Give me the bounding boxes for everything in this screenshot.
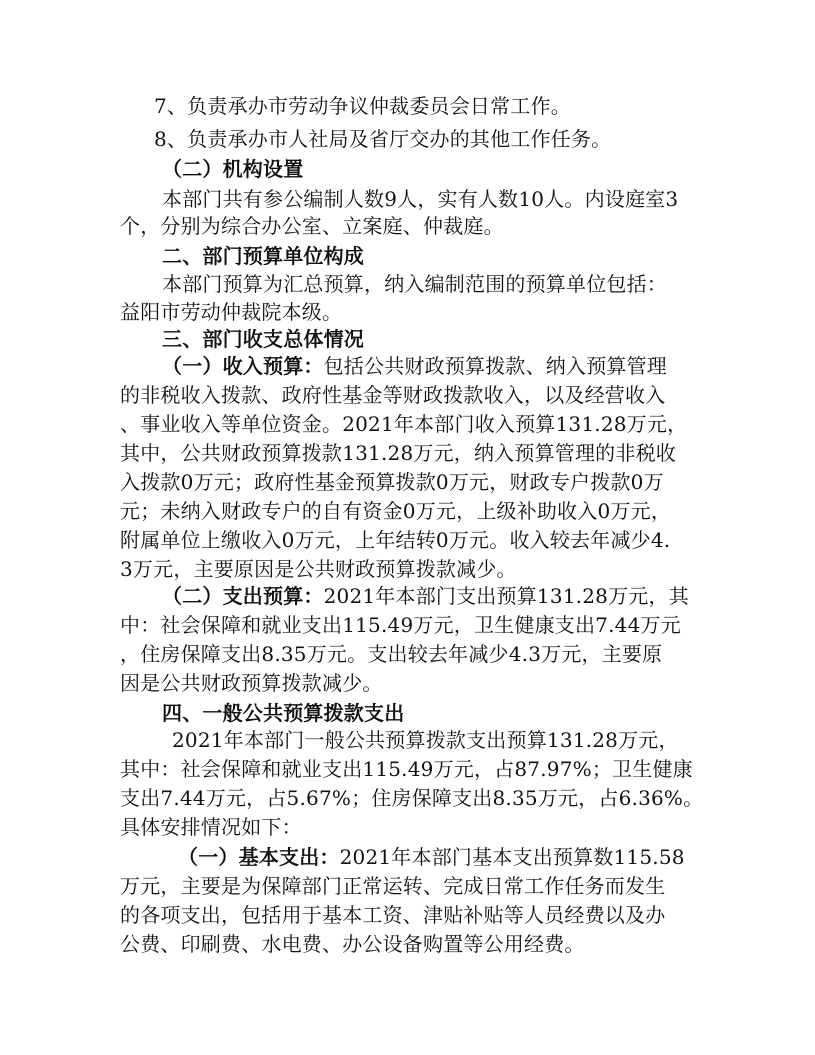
paragraph-line: 其中，公共财政预算拨款131.28万元，纳入预算管理的非税收 xyxy=(120,441,676,465)
paragraph-line: 万元，主要是为保障部门正常运转、完成日常工作任务而发生 xyxy=(120,874,666,898)
expense-text: 2021年本部门支出预算131.28万元，其 xyxy=(323,584,689,608)
expense-label: （二）支出预算： xyxy=(162,584,324,608)
paragraph-line: 8、负责承办市人社局及省厅交办的其他工作任务。 xyxy=(154,127,612,151)
paragraph-line: 益阳市劳动仲裁院本级。 xyxy=(120,300,343,324)
paragraph-line: 公费、印刷费、水电费、办公设备购置等公用经费。 xyxy=(120,932,585,956)
paragraph-line: 支出7.44万元，占5.67%；住房保障支出8.35万元，占6.36%。 xyxy=(120,786,704,810)
basic-expense-label: （一）基本支出： xyxy=(178,845,340,869)
paragraph-line: 入拨款0万元；政府性基金预算拨款0万元，财政专户拨款0万 xyxy=(120,470,664,494)
paragraph-line: 本部门共有参公编制人数9人，实有人数10人。内设庭室3 xyxy=(162,187,679,211)
paragraph-line: 的非税收入拨款、政府性基金等财政拨款收入，以及经营收入 xyxy=(120,383,666,407)
paragraph-line: 附属单位上缴收入0万元，上年结转0万元。收入较去年减少4. xyxy=(120,528,671,552)
paragraph-line: 因是公共财政预算拨款减少。 xyxy=(120,671,383,695)
paragraph-line xyxy=(178,843,758,871)
paragraph-line: 3万元，主要原因是公共财政预算拨款减少。 xyxy=(120,557,517,581)
paragraph-line xyxy=(162,352,742,380)
income-text: 包括公共财政预算拨款、纳入预算管理 xyxy=(323,354,668,378)
paragraph-line xyxy=(162,582,742,610)
paragraph-line: 的各项支出，包括用于基本工资、津贴补贴等人员经费以及办 xyxy=(120,903,666,927)
paragraph-line: 个，分别为综合办公室、立案庭、仲裁庭。 xyxy=(120,214,504,238)
paragraph-line: ，住房保障支出8.35万元。支出较去年减少4.3万元，主要原 xyxy=(120,642,663,666)
income-label: （一）收入预算： xyxy=(162,354,324,378)
paragraph-line: 元；未纳入财政专户的自有资金0万元，上级补助收入0万元， xyxy=(120,499,672,523)
paragraph-line: 具体安排情况如下： xyxy=(120,815,302,839)
paragraph-line: 7、负责承办市劳动争议仲裁委员会日常工作。 xyxy=(154,94,571,118)
basic-expense-text: 2021年本部门基本支出预算数115.58 xyxy=(339,845,685,869)
paragraph-line: 2021年本部门一般公共预算拨款支出预算131.28万元， xyxy=(172,728,679,752)
paragraph-line: 中：社会保障和就业支出115.49万元，卫生健康支出7.44万元 xyxy=(120,613,681,637)
section-heading: 四、一般公共预算拨款支出 xyxy=(162,701,405,725)
paragraph-line: 本部门预算为汇总预算，纳入编制范围的预算单位包括： xyxy=(162,272,667,296)
paragraph-line: 、事业收入等单位资金。2021年本部门收入预算131.28万元， xyxy=(120,412,688,436)
section-heading: （二）机构设置 xyxy=(162,157,304,181)
section-heading: 三、部门收支总体情况 xyxy=(162,327,364,351)
paragraph-line: 其中：社会保障和就业支出115.49万元，占87.97%；卫生健康 xyxy=(120,757,693,781)
section-heading: 二、部门预算单位构成 xyxy=(162,244,364,268)
